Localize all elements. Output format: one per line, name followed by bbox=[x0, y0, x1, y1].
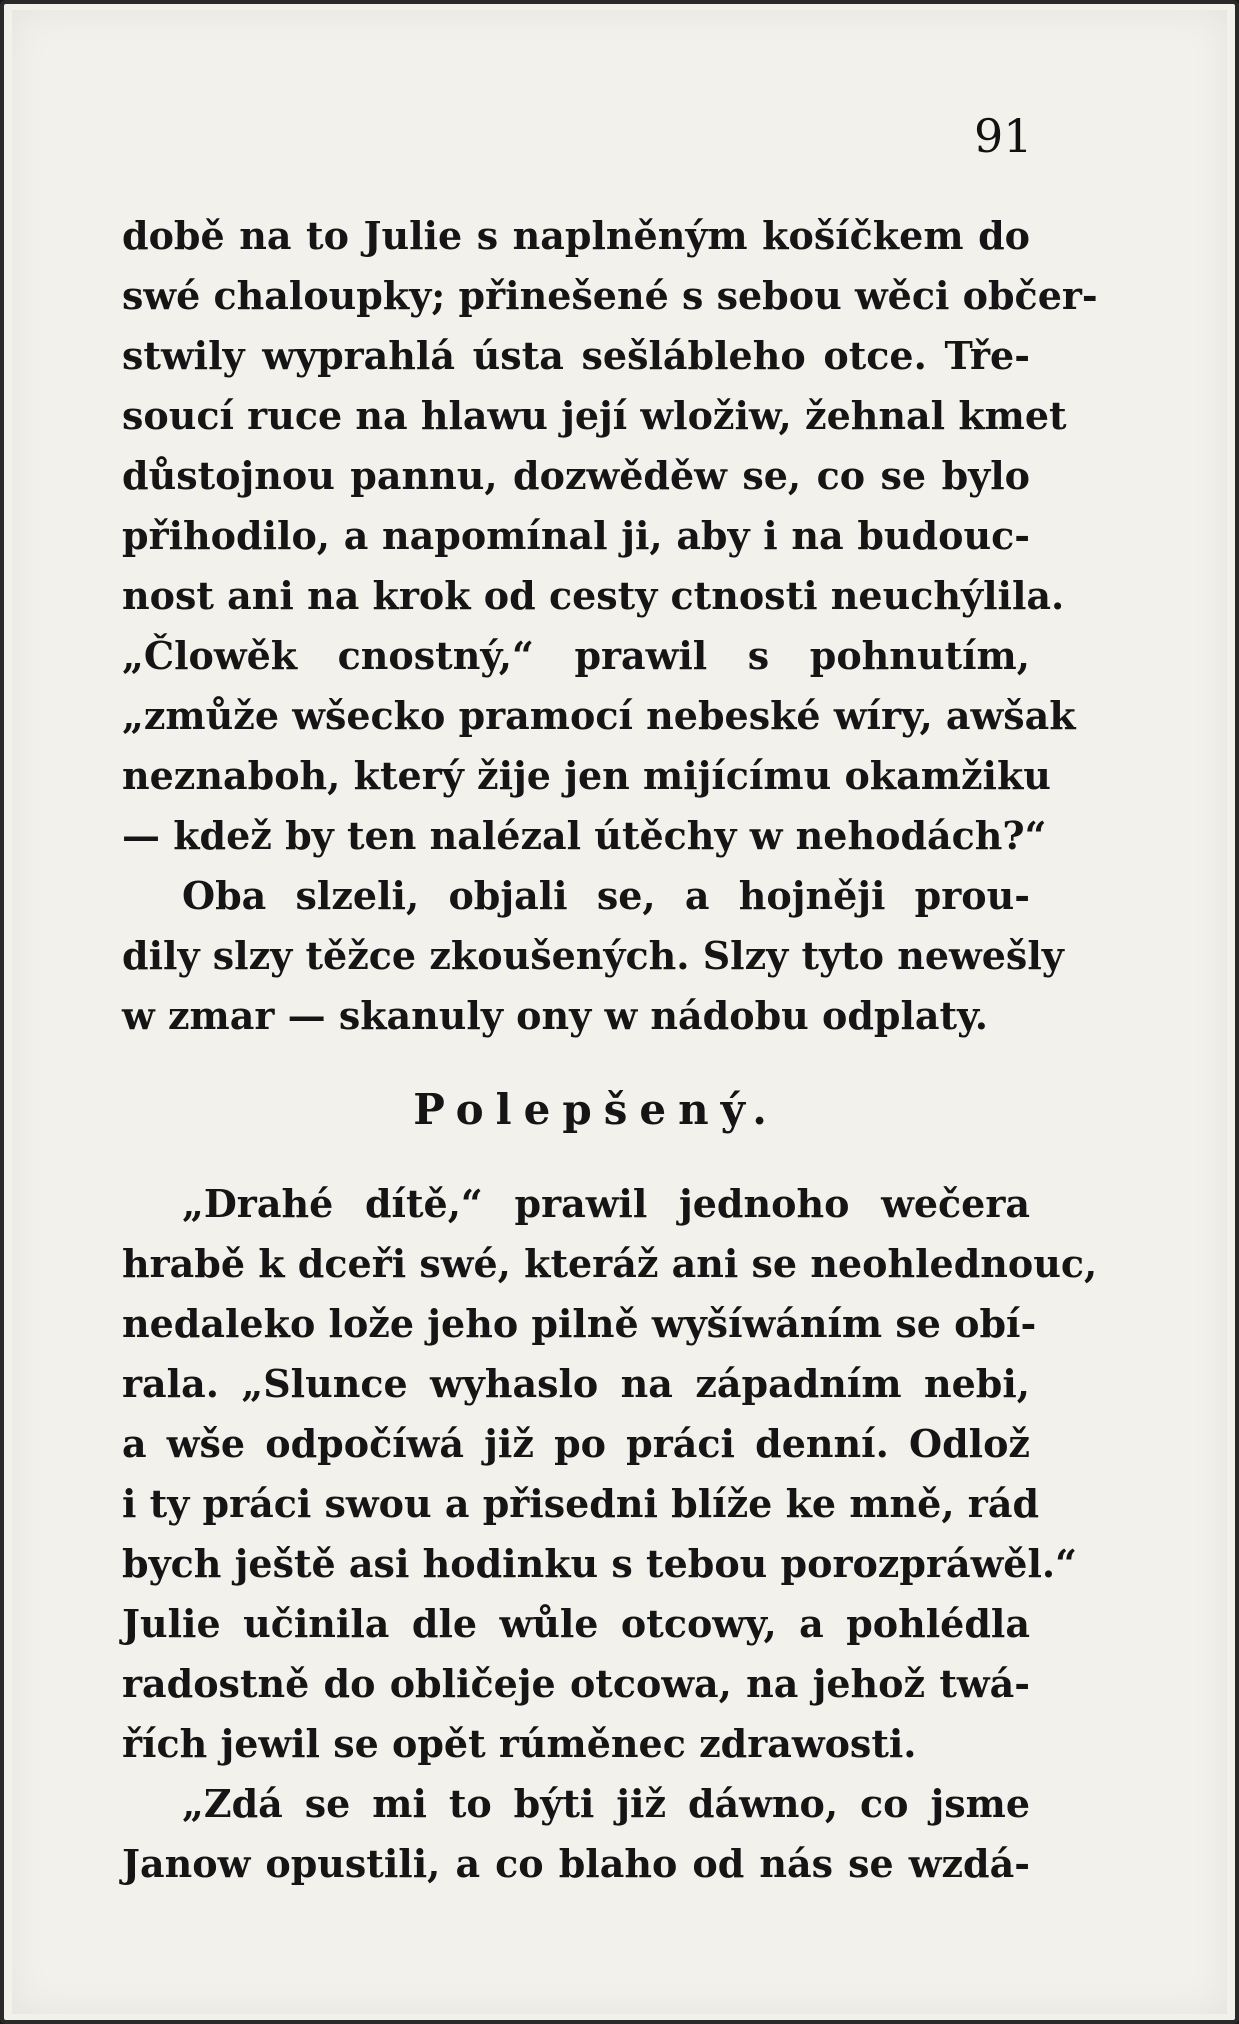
text-line: důstojnou pannu, dozwěděw se, co se bylo bbox=[122, 453, 1030, 498]
text-line: dily slzy těžce zkoušených. Slzy tyto newešly bbox=[122, 933, 1064, 978]
paragraph bbox=[122, 1774, 1030, 1894]
text-line: „Drahé dítě,“ prawil jednoho wečera bbox=[182, 1181, 1030, 1226]
paragraph bbox=[122, 206, 1098, 866]
chapter-heading: Polepšený. bbox=[413, 1085, 779, 1134]
text-line: přihodilo, a napomínal ji, aby i na budouc- bbox=[122, 513, 1030, 558]
paragraph bbox=[122, 1174, 1098, 1774]
text-line: „Zdá se mi to býti již dáwno, co jsme bbox=[182, 1781, 1030, 1826]
text-line: „Člowěk cnostný,“ prawil s pohnutím, bbox=[122, 633, 1030, 678]
section-after-heading bbox=[122, 1174, 1098, 1894]
text-line: rala. „Slunce wyhaslo na západním nebi, bbox=[122, 1361, 1030, 1406]
text-line: soucí ruce na hlawu její wložiw, žehnal kmet bbox=[122, 393, 1067, 438]
text-line: době na to Julie s naplněným košíčkem do bbox=[122, 213, 1030, 258]
text-line: i ty práci swou a přisedni blíže ke mně, rád bbox=[122, 1481, 1040, 1526]
section-before-heading bbox=[122, 206, 1098, 1046]
text-line: „zmůže wšecko pramocí nebeské wíry, awšak bbox=[122, 693, 1076, 738]
text-line: Janow opustili, a co blaho od nás se wzdá- bbox=[122, 1841, 1030, 1886]
text-line: a wše odpočíwá již po práci denní. Odlož bbox=[122, 1421, 1030, 1466]
page-number: 91 bbox=[974, 109, 1033, 163]
text-line: hrabě k dceři swé, kteráž ani se neohlednouc, bbox=[122, 1241, 1098, 1286]
paragraph bbox=[122, 866, 1064, 1046]
body-text bbox=[122, 206, 1098, 1894]
text-line: neznaboh, který žije jen mijícímu okamžiku bbox=[122, 753, 1051, 798]
text-line: nedaleko lože jeho pilně wyšíwáním se obí- bbox=[122, 1301, 1037, 1346]
text-line: swé chaloupky; přinešené s sebou wěci občer- bbox=[122, 273, 1098, 318]
text-line: nost ani na krok od cesty ctnosti neuchýlila. bbox=[122, 573, 1065, 618]
text-line: — kdež by ten nalézal útěchy w nehodách?“ bbox=[122, 813, 1047, 858]
text-line: stwily wyprahlá ústa sešlábleho otce. Tře- bbox=[122, 333, 1030, 378]
text-line: bych ještě asi hodinku s tebou porozpráwěl.“ bbox=[122, 1541, 1078, 1586]
text-line: Julie učinila dle wůle otcowy, a pohlédla bbox=[122, 1601, 1030, 1646]
text-line: Oba slzeli, objali se, a hojněji prou- bbox=[182, 873, 1030, 918]
text-line: w zmar — skanuly ony w nádobu odplaty. bbox=[122, 993, 989, 1038]
text-line: radostně do obličeje otcowa, na jehož twá- bbox=[122, 1661, 1030, 1706]
text-line: řích jewil se opět rúměnec zdrawosti. bbox=[122, 1721, 917, 1766]
